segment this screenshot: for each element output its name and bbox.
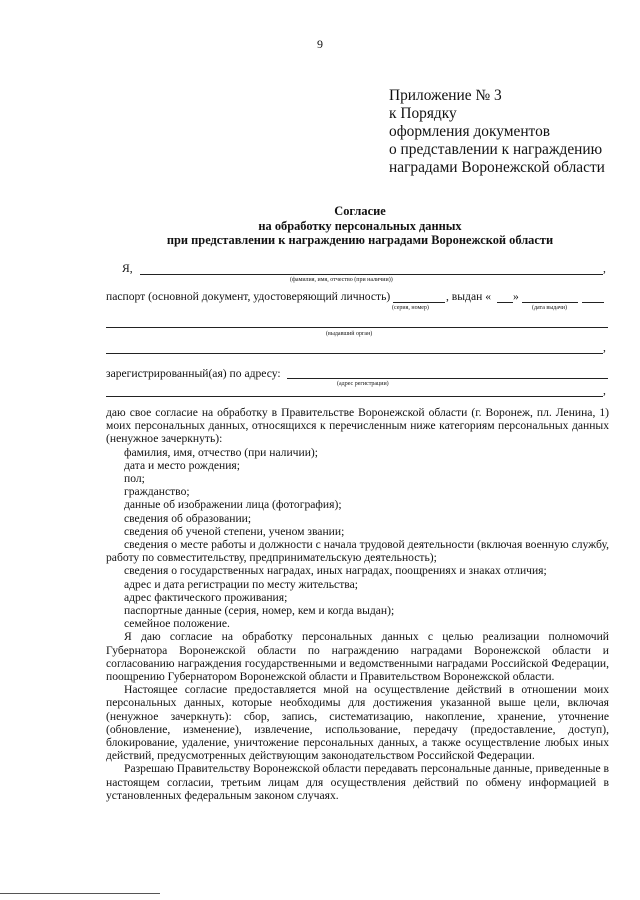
address-hint: (адрес регистрации): [337, 381, 389, 387]
address-line-2[interactable]: [106, 396, 603, 397]
document-title: [100, 204, 620, 248]
issue-day-line[interactable]: [497, 302, 513, 303]
comma: ,: [603, 262, 606, 275]
consent-body: [106, 406, 609, 802]
list-item: дата и место рождения;: [124, 458, 240, 472]
page-number: 9: [317, 37, 323, 51]
issuer-line-2[interactable]: [106, 353, 603, 354]
appendix-line: Приложение № 3: [389, 87, 502, 104]
list-item: паспортные данные (серия, номер, кем и когда выдан);: [124, 604, 395, 618]
list-item: сведения о месте работы и должности с начала трудовой деятельности (включая военную службу, работу по совместительству, предпринимательскую деятельность);: [106, 538, 609, 565]
footer-rule: [0, 893, 160, 894]
title-line: на обработку персональных данных: [258, 218, 462, 233]
categories-list: [106, 446, 609, 631]
list-item: гражданство;: [124, 485, 190, 499]
appendix-line: наградами Воронежской области: [389, 159, 605, 176]
list-item: сведения об образовании;: [124, 511, 252, 525]
list-item: семейное положение.: [124, 617, 230, 631]
issued-quote: »: [513, 290, 519, 303]
consent-intro: даю свое согласие на обработку в Правительстве Воронежской области (г. Воронеж, пл. Ленина, 1) моих персональных данных, относящихся к перечисленным ниже категориям персональных данных (ненужное зачеркнуть):: [106, 406, 609, 446]
list-item: сведения о государственных наградах, иных наградах, поощрениях и знаках отличия;: [124, 564, 547, 578]
list-item: пол;: [124, 472, 145, 486]
fio-hint: (фамилия, имя, отчество (при наличии)): [290, 277, 393, 283]
list-item: адрес фактического проживания;: [124, 590, 288, 604]
title-line: при представлении к награждению наградами Воронежской области: [166, 233, 554, 247]
appendix-line: оформления документов: [389, 123, 551, 140]
issue-year-line[interactable]: [582, 302, 604, 303]
series-hint: (серия, номер): [392, 305, 429, 311]
list-item: данные об изображении лица (фотография);: [124, 498, 342, 512]
list-item: адрес и дата регистрации по месту жительства;: [124, 577, 358, 591]
appendix-header: [389, 87, 605, 177]
fio-field-line[interactable]: [140, 274, 603, 275]
appendix-line: к Порядку: [389, 105, 457, 122]
issue-month-line[interactable]: [522, 302, 578, 303]
registered-label: зарегистрированный(ая) по адресу:: [106, 367, 281, 380]
consent-actions-paragraph: Настоящее согласие предоставляется мной на осуществление действий в отношении моих персональных данных, которые необходимы для достижения указанной выше цели, включая (ненужное зачеркнуть): сбор, запись, систематизацию, накопление, хранение, уточнение (обновление, изменение), извлечение, использование, передачу (предоставление, доступ), блокирование, удаление, уничтожение персональных данных, а также осуществление любых иных действий, предусмотренных действующим законодательством Российской Федерации.: [106, 683, 609, 763]
comma: ,: [603, 341, 606, 354]
address-line[interactable]: [287, 378, 608, 379]
consent-purpose-paragraph: Я даю согласие на обработку персональных данных с целью реализации полномочий Губернатора Воронежской области по награждению наградами Воронежской области и согласованию награждения государственными и ведомственными наградами Российской Федерации, поощрению Губернатором Воронежской области и Правительством Воронежской области.: [106, 630, 609, 684]
appendix-line: о представлении к награждению: [389, 141, 603, 158]
issuer-hint: (выдавший орган): [326, 331, 373, 337]
list-item: фамилия, имя, отчество (при наличии);: [124, 445, 318, 459]
consent-transfer-paragraph: Разрешаю Правительству Воронежской области передавать персональные данные, приведенные в настоящем согласии, третьим лицам для осуществления действий по обмену информацией в установленных федеральным законом случаях.: [106, 762, 609, 802]
ya-label: Я,: [122, 262, 133, 275]
list-item: сведения об ученой степени, ученом звании;: [124, 524, 345, 538]
passport-label: паспорт (основной документ, удостоверяющий личность): [106, 290, 391, 303]
date-hint: (дата выдачи): [532, 305, 567, 311]
comma: ,: [603, 384, 606, 397]
passport-number-line[interactable]: [393, 302, 445, 303]
issued-label: , выдан «: [446, 290, 492, 303]
title-line: Согласие: [334, 204, 386, 218]
issuer-line[interactable]: [106, 327, 608, 328]
